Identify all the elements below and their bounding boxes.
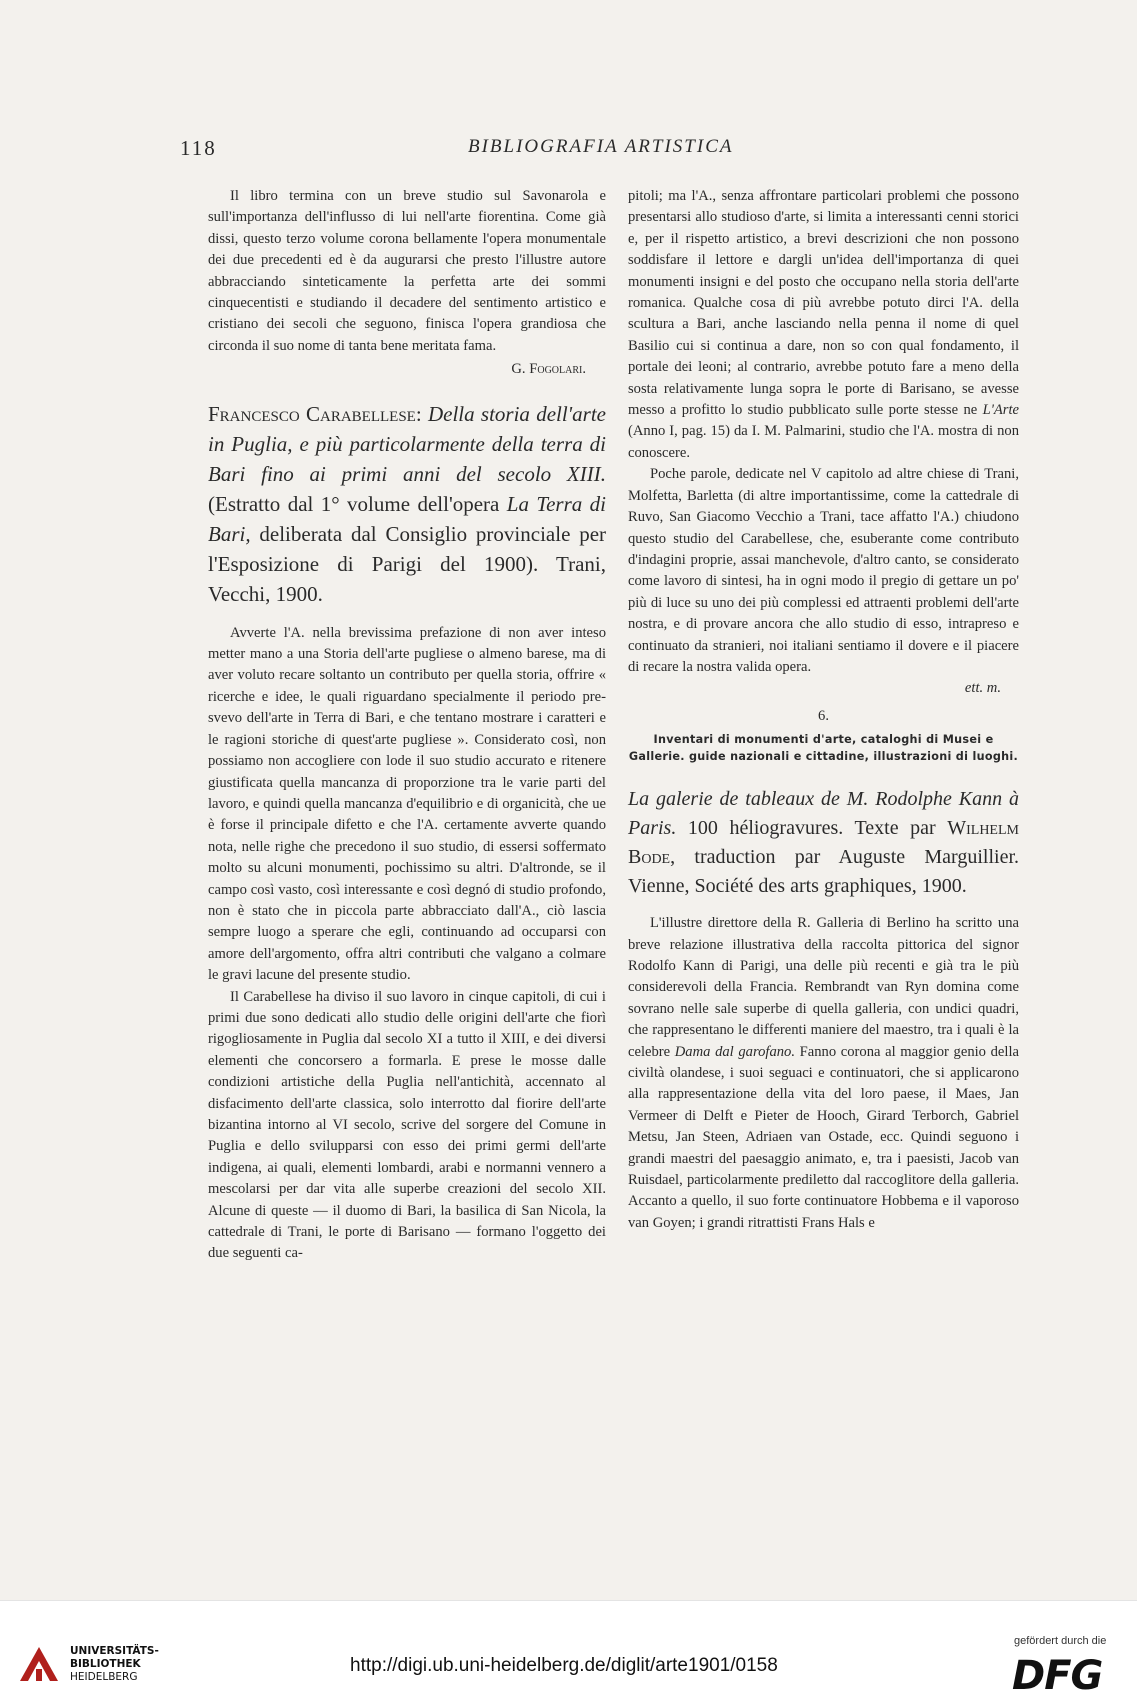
left-column	[208, 186, 606, 1265]
right-paragraph-1	[628, 186, 1019, 464]
entry-kann-details-1: 100 héliogravures. Texte par	[687, 817, 936, 840]
right-paragraph-3-a: L'illustre direttore della R. Galleria di Berlino ha scritto una breve relazione illustrativa della raccolta pittorica del signor Rodolfo Kann di Parigi, una delle più recenti e già tra le più considerevoli della Francia. Rembrandt van Ryn domina come sovrano nelle sale superbe di quella galleria, con undici quadri, che rappresentano le differenti maniere del maestro, tra i quali è la celebre	[628, 915, 1019, 1060]
right-paragraph-1-italic: L'Arte	[982, 402, 1019, 419]
right-paragraph-3	[628, 913, 1019, 1234]
signature-fogolari: G. Fogolari.	[511, 361, 586, 378]
right-paragraph-1-end: (Anno I, pag. 15) da I. M. Palmarini, studio che l'A. mostra di non conoscere.	[628, 423, 1019, 461]
right-paragraph-1-text: pitoli; ma l'A., senza affrontare particolari problemi che possono presentarsi allo studioso d'arte, si limita a interessanti cenni storici e, per il rispetto artistico, a brevi descrizioni che non possono soddisfare il lettore e dargli un'idea dell'importanza di quei monumenti insigni e del posto che occupano nella storia dell'arte romanica. Qualche cosa di più avrebbe potuto dirci l'A. della scultura a Bari, anche lasciando nella penna il nome di quel Basilio cui si continua a dare, non so con qual fondamento, il portale dei leoni; al contrario, avrebbe potuto fare a meno della sosta relativamente lunga sopra le porte di Barisano, se avesse messo a profitto lo studio pubblicato sulle porte stesse ne	[628, 188, 1019, 419]
left-paragraph-3: Il Carabellese ha diviso il suo lavoro in cinque capitoli, di cui i primi due sono dedicati allo studio delle origini dell'arte che fiorì rigogliosamente in Puglia dal secolo XI a tutto il XIII, e dei diversi elementi che concorsero a formarla. E prese le mosse dalle condizioni artistiche della Puglia nell'antichità, accennato al disfacimento dell'arte classica, solo interrotto dal fiorire dell'arte bizantina intorno al VI secolo, scrive del sorgere del Comune in Puglia e dello svilupparsi con esso dei primi germi dell'arte indigena, ai quali, elementi lombardi, arabi e normanni vennero a mescolarsi per dar vita alle superbe creazioni del secolo XII. Alcune di queste — il duomo di Bari, la basilica di San Nicola, la cattedrale di Trani, le porte di Barisano — formano l'oggetto dei due seguenti ca-	[208, 988, 606, 1262]
entry-details-2: deliberata dal Consiglio provinciale per l'Esposizione di Parigi del 1900). Trani, Vecchi, 1900.	[208, 521, 607, 606]
library-line-1: UNIVERSITÄTS-	[70, 1645, 159, 1657]
left-paragraph-2: Avverte l'A. nella brevissima prefazione di non aver inteso metter mano a una Storia dell'arte pugliese o almeno barese, ma di aver voluto recare soltanto un contributo per quella storia, offrire « ricerche e idee, le quali riguardano specialmente il periodo pre-svevo dell'arte in Terra di Bari, e che tentano mostrare i caratteri e le ragioni storiche di quest'arte pugliese ». Considerato così, non possiamo non accogliere con lode il suo studio accurato e ritenere giustificata quella mancanza di proporzione tra le varie parti del lavoro, e quindi quella mancanza d'equilibrio e di organicità, che ue è forse il principale difetto e che l'A. certamente avverte quando nota, nelle righe che precedono il suo studio, di essersi soffermato molto su alcuni monumenti, pochissimo su altri. D'altronde, se il campo così vasto, così interessante e così degnó di studio profondo, non è stato che in piccola parte abbracciato dall'A., ciò lascia sempre luogo a sperare che egli, continuando ad occuparsi con amore dell'argomento, offra altri contributi che valgano a colmare le gravi lacune del presente studio.	[208, 624, 606, 984]
entry-title-italic-2: La Terra di Bari,	[208, 491, 607, 546]
sponsor-caption: gefördert durch die	[1014, 1635, 1107, 1647]
library-line-3: HEIDELBERG	[70, 1671, 138, 1683]
right-paragraph-3-italic: Dama dal garofano.	[674, 1043, 795, 1060]
signature-ett-m: ett. m.	[964, 680, 1001, 697]
library-line-2: BIBLIOTHEK	[70, 1658, 141, 1670]
dfg-logo: DFG	[1012, 1653, 1103, 1699]
right-paragraph-3-b: Fanno corona al maggior genio della civiltà olandese, i suoi seguaci e continuatori, che si applicarono alla rappresentazione della vita del loro paese, il Maes, Jan Vermeer di Delft e Pieter de Hooch, Girard Terborch, Gabriel Metsu, Jan Steen, Adriaen van Ostade, ecc. Quindi seguono i grandi maestri del paesaggio animato, e, tra i paesisti, Jacob van Ruisdael, particolarmente prediletto dal raccoglitore della galleria. Accanto a quello, il suo forte continuatore Hobbema e il vaporoso van Goyen; i grandi ritrattisti Frans Hals e	[628, 1043, 1019, 1231]
entry-title-carabellese	[208, 399, 606, 609]
viewer-footer	[0, 1600, 1137, 1704]
entry-kann-details-2: traduction par Auguste Marguillier. Vienne, Société des arts graphiques, 1900.	[628, 846, 1020, 898]
right-column	[628, 186, 1019, 1234]
university-seal-icon	[16, 1641, 62, 1687]
running-title: BIBLIOGRAFIA ARTISTICA	[468, 136, 734, 157]
entry-author: Francesco Carabellese:	[208, 401, 422, 426]
section-heading: Inventari di monumenti d'arte, cataloghi di Musei e Gallerie. guide nazionali e cittadine, illustrazioni di luoghi.	[628, 733, 1019, 764]
entry-details-1: (Estratto dal 1° volume dell'opera	[208, 491, 500, 516]
entry-title-kann	[628, 785, 1019, 901]
page-number: 118	[180, 136, 217, 160]
document-url-link[interactable]: http://digi.ub.uni-heidelberg.de/diglit/arte1901/0158	[350, 1655, 778, 1676]
entry-kann-title-italic: La galerie de tableaux de M. Rodolphe Kann à Paris.	[628, 788, 1019, 840]
entry-kann-author: Wilhelm Bode,	[628, 817, 1019, 869]
right-paragraph-2: Poche parole, dedicate nel V capitolo ad altre chiese di Trani, Molfetta, Barletta (di altre importantissime, come la cattedrale di Ruvo, San Giacomo Vecchio a Trani, tace affatto l'A.) chiudono questo studio del Carabellese, che, esuberante come contributo d'indagini proprie, assai manchevole, d'altro canto, se considerato come lavoro di sintesi, ha in ogni modo il pregio di gettare un po' più di luce su uno dei più complessi ed attraenti problemi dell'arte nostra, e di provare ancora che allo studio di esso, intrapreso e continuato da stranieri, noi italiani sentiamo il dovere e il piacere di recare la nostra valida opera.	[628, 466, 1019, 675]
section-number: 6.	[818, 707, 829, 724]
page-header	[0, 136, 1137, 166]
entry-title-italic: Della storia dell'arte in Puglia, e più particolarmente della terra di Bari fino ai primi anni del secolo XIII.	[208, 401, 607, 486]
left-paragraph-1: Il libro termina con un breve studio sul Savonarola e sull'importanza dell'influsso di lui nell'arte fiorentina. Come già dissi, questo terzo volume corona bellamente l'opera monumentale dei due precedenti ed è da augurarsi che presto l'illustre autore abbracciando sinteticamente la perfetta arte dei sommi cinquecentisti e studiando il decadere del sentimento artistico e cristiano dei secoli che seguono, finisca l'opera grandiosa che circonda il suo nome di tanta bene meritata fama.	[208, 188, 606, 354]
library-name	[70, 1645, 159, 1684]
